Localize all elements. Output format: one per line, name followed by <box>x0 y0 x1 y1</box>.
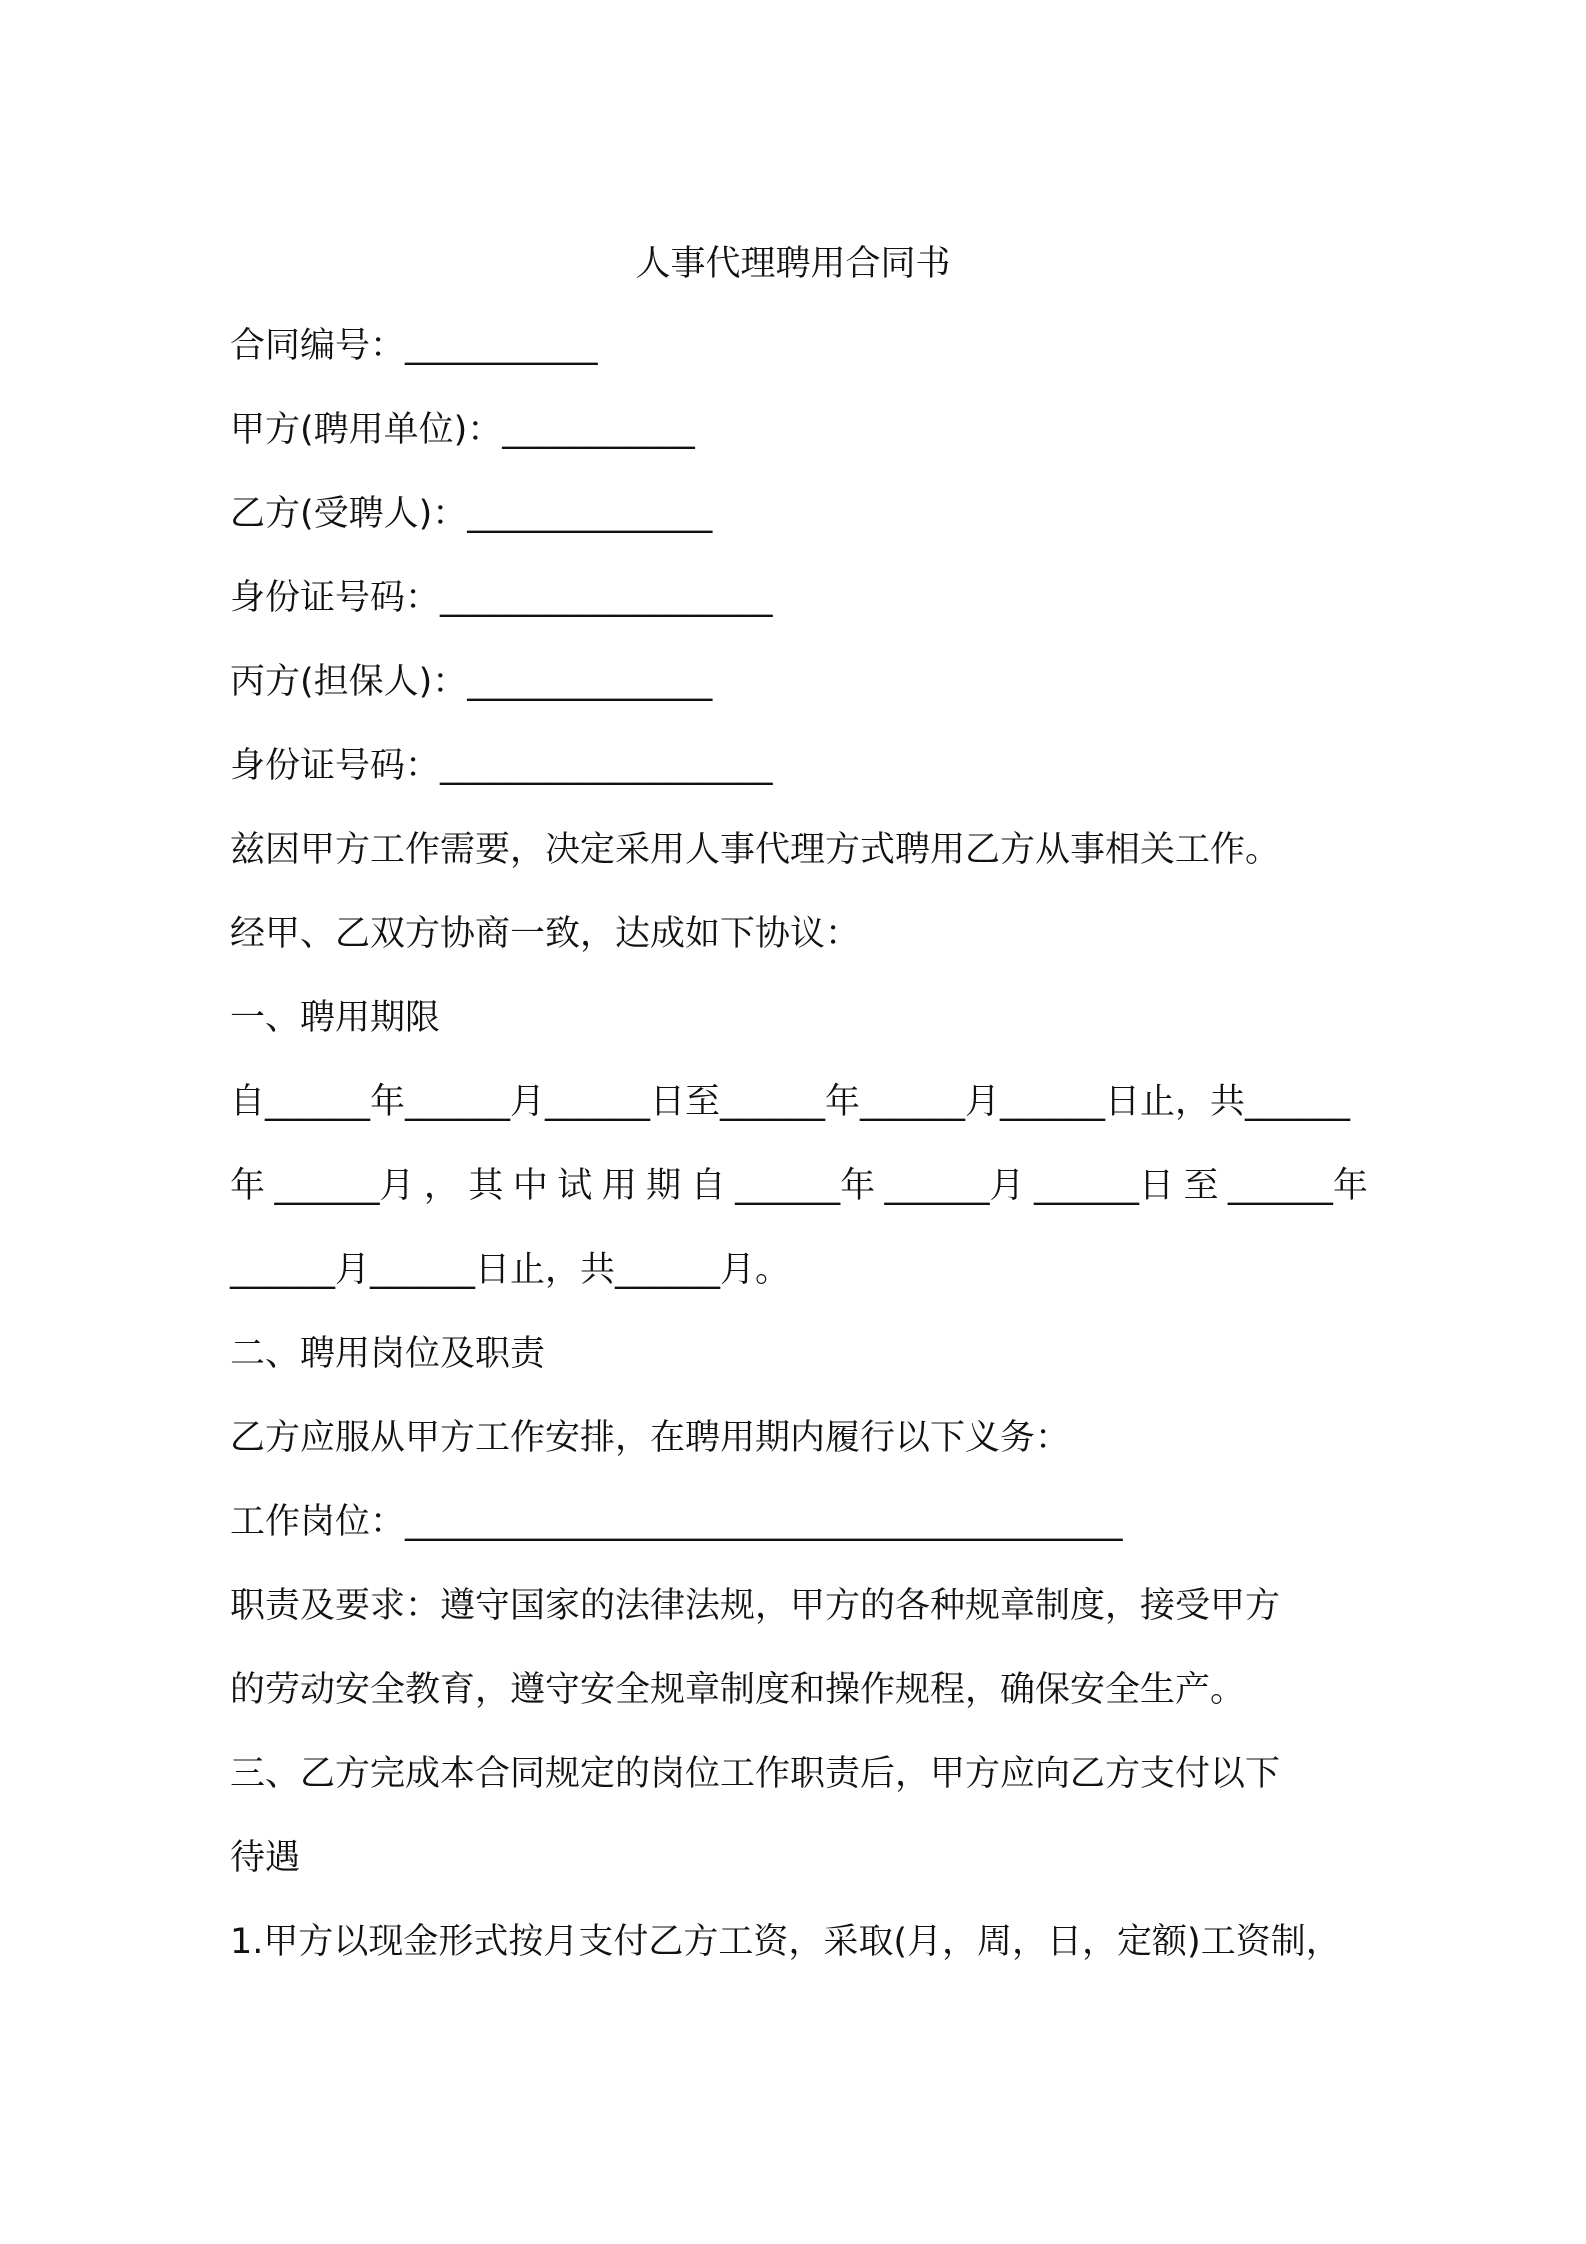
term-text-part: ______月 <box>884 1166 1025 1206</box>
agreement-line: 经甲、乙双方协商一致，达成如下协议： <box>230 914 861 954</box>
party-b-id-field: 身份证号码：___________________ <box>230 578 773 618</box>
term-line-1 <box>230 1074 1368 1130</box>
term-text-part: 自 <box>690 1166 726 1206</box>
party-b-field: 乙方(受聘人)：______________ <box>230 494 713 534</box>
duties-line-1: 职责及要求：遵守国家的法律法规，甲方的各种规章制度，接受甲方 <box>230 1586 1281 1626</box>
party-c-id-field: 身份证号码：___________________ <box>230 746 773 786</box>
term-text-part: 中 <box>512 1166 548 1206</box>
term-line-1-text: 自______年______月______日至______年______月______日止，共______ <box>230 1082 1351 1122</box>
section-heading-position: 二、聘用岗位及职责 <box>230 1334 546 1374</box>
term-text-part: ， <box>423 1166 459 1206</box>
term-text-part: ______年 <box>735 1166 876 1206</box>
term-line-2 <box>230 1158 1368 1214</box>
pay-clause-line: 1.甲方以现金形式按月支付乙方工资，采取(月，周，日，定额)工资制， <box>230 1922 1341 1962</box>
duties-line-2: 的劳动安全教育，遵守安全规章制度和操作规程，确保安全生产。 <box>230 1670 1246 1710</box>
contract-number-field: 合同编号：___________ <box>230 326 598 366</box>
obligation-intro-line: 乙方应服从甲方工作安排，在聘用期内履行以下义务： <box>230 1418 1071 1458</box>
page-title: 人事代理聘用合同书 <box>635 244 951 284</box>
term-text-part: 期 <box>646 1166 682 1206</box>
term-text-part: ______月 <box>274 1166 415 1206</box>
term-text-part: 试 <box>557 1166 593 1206</box>
term-text-part: 年 <box>230 1166 266 1206</box>
term-text-part: 其 <box>468 1166 504 1206</box>
preamble-line: 兹因甲方工作需要，决定采用人事代理方式聘用乙方从事相关工作。 <box>230 830 1281 870</box>
section-heading-term: 一、聘用期限 <box>230 998 441 1038</box>
party-c-field: 丙方(担保人)：______________ <box>230 662 713 702</box>
term-text-part: ______年 <box>1227 1166 1368 1206</box>
term-text-part: 至 <box>1183 1166 1219 1206</box>
job-position-field: 工作岗位：_________________________________________ <box>230 1502 1123 1542</box>
term-line-3: ______月______日止，共______月。 <box>230 1250 791 1290</box>
section-heading-pay-line-1: 三、乙方完成本合同规定的岗位工作职责后，甲方应向乙方支付以下 <box>230 1754 1281 1794</box>
term-text-part: ______日 <box>1033 1166 1174 1206</box>
party-a-field: 甲方(聘用单位)：___________ <box>230 410 695 450</box>
term-text-part: 用 <box>601 1166 637 1206</box>
section-heading-pay-line-2: 待遇 <box>230 1838 301 1878</box>
